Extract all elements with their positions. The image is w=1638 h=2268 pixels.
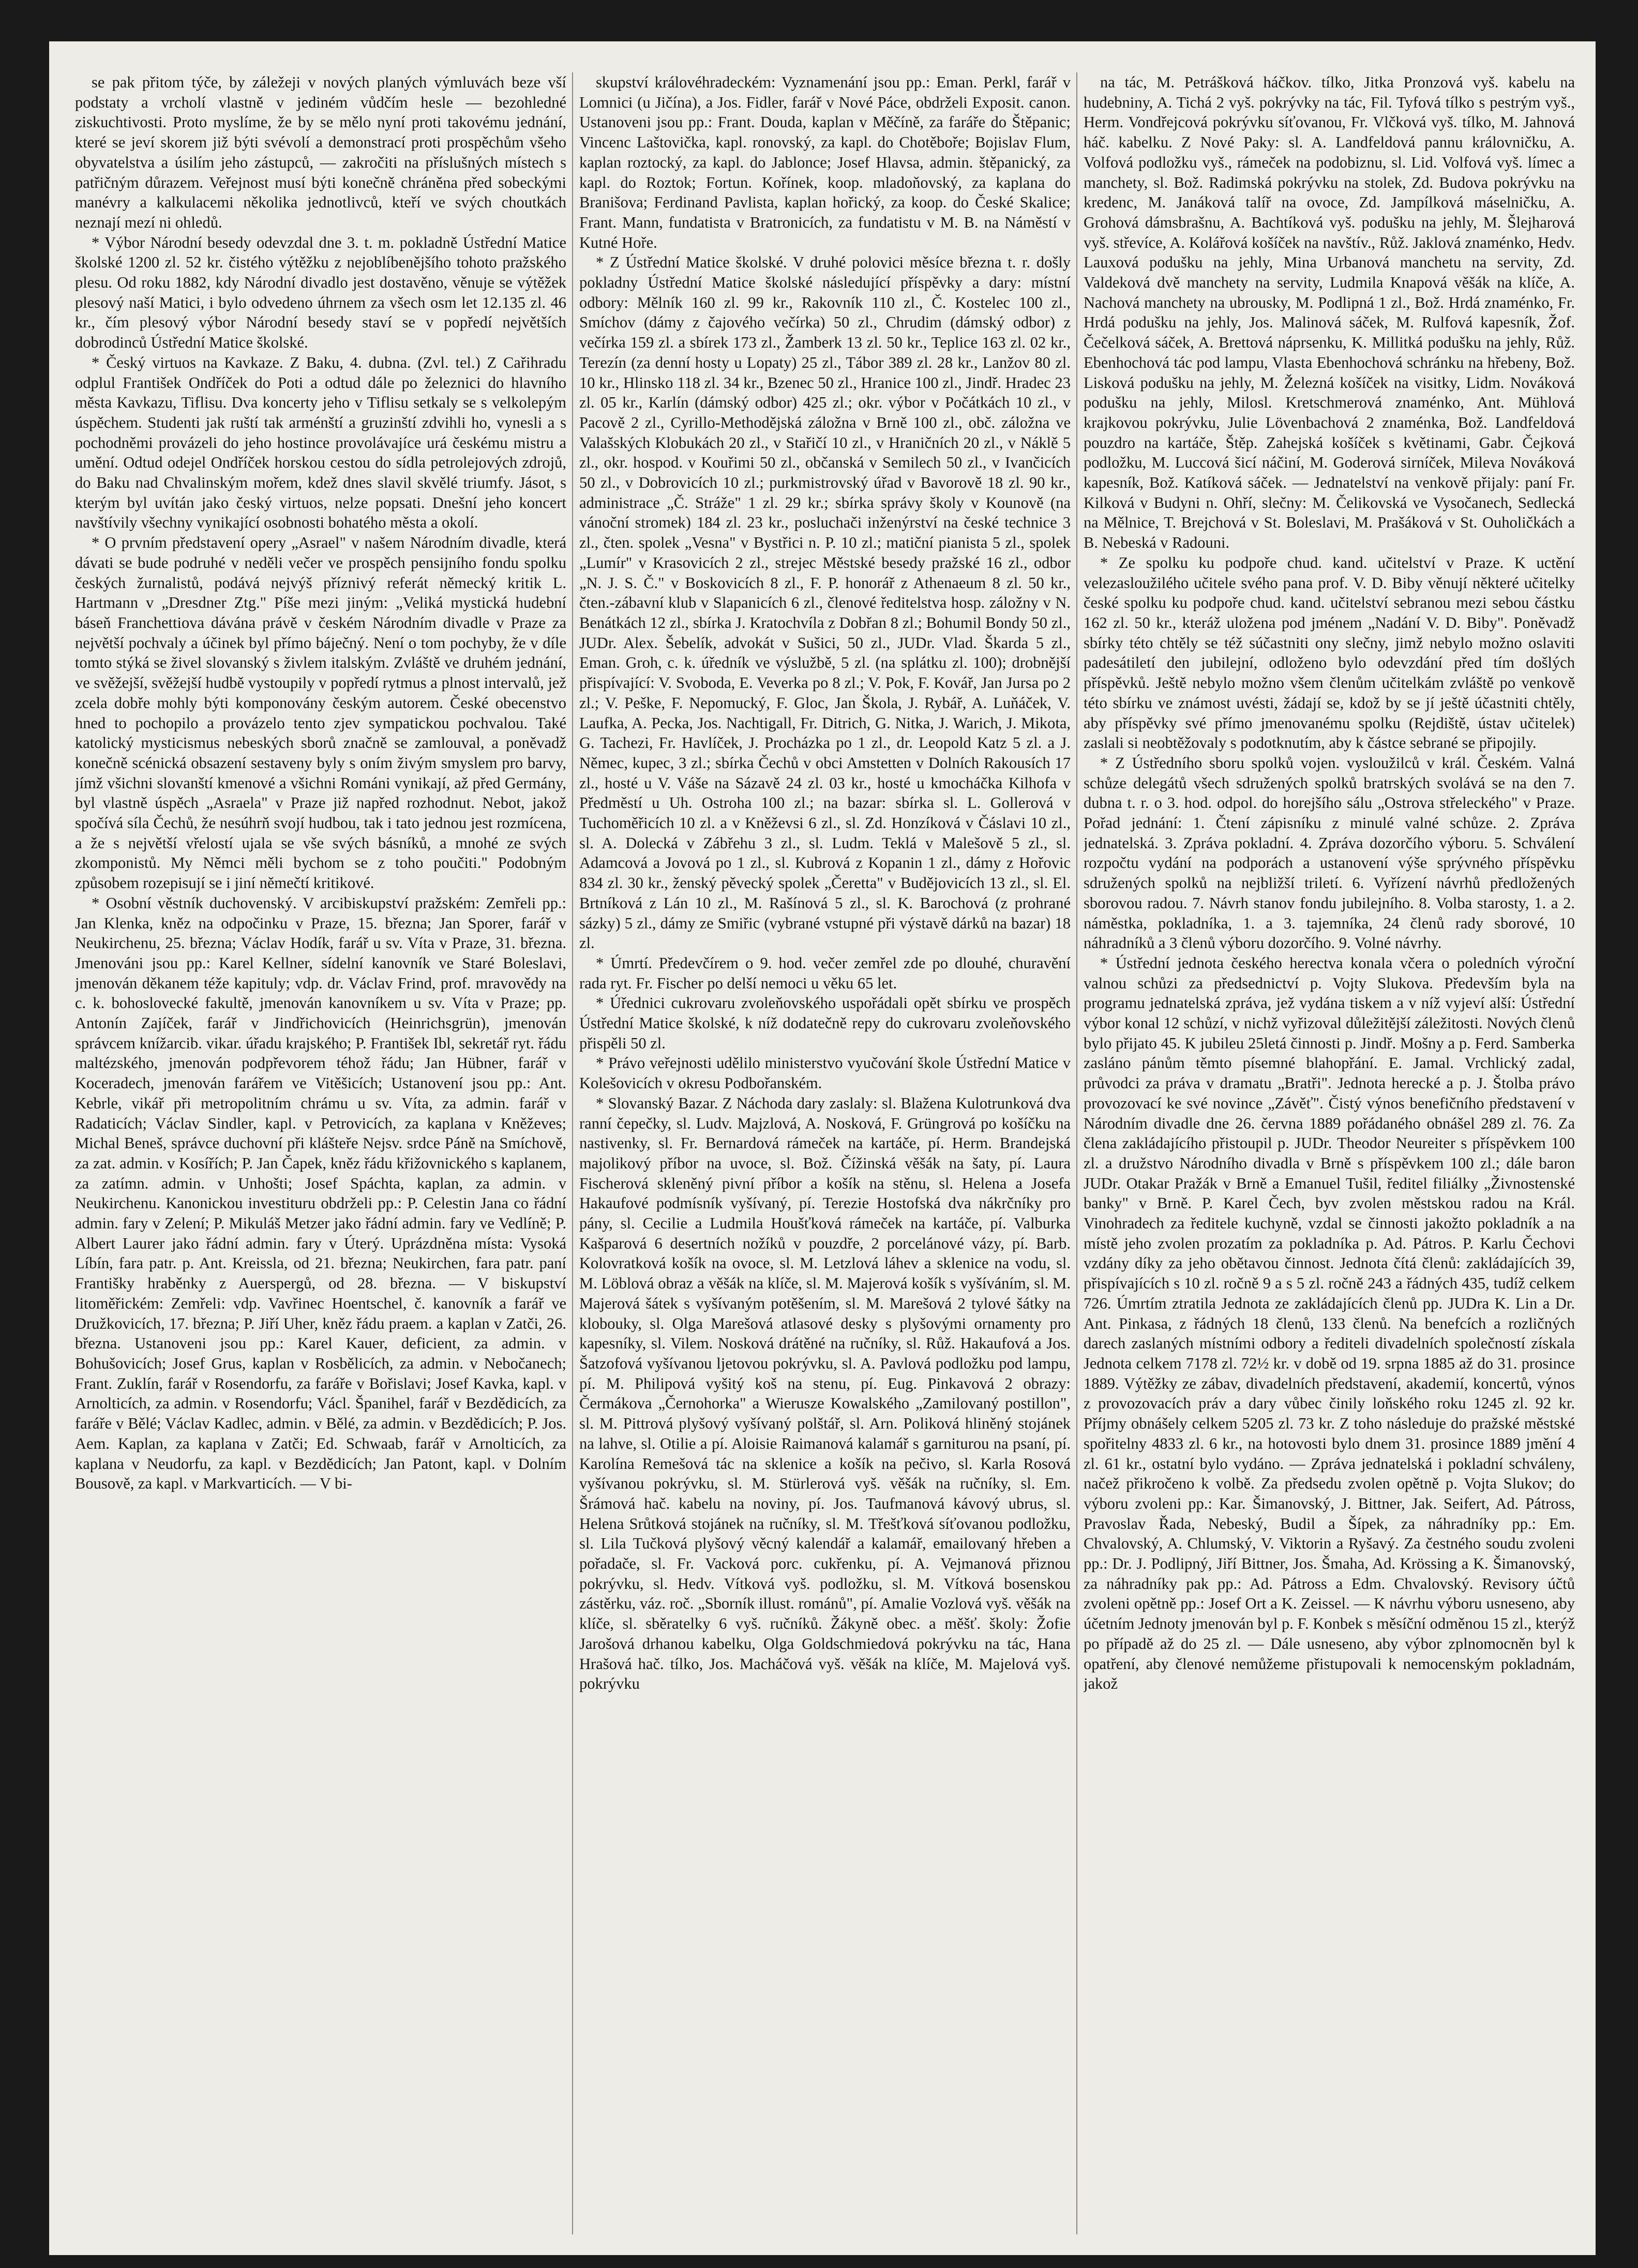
paragraph: * Ze spolku ku podpoře chud. kand. učitelství v Praze. K uctění velezasloužilého učitele svého pana prof. V. D. Biby věnují některé učitelky české spolku ku podpoře chud. kand. učitelství sebranou mezi sebou částku 162 zl. 50 kr., kteráž uložena pod jménem „Nadání V. D. Biby". Poněvadž sbírky této chtěly se též súčastniti ony slečny, jimž nebylo možno oslaviti padesátiletí den jubilejní, odloženo bylo odevzdání před tím došlých příspěvků. Ještě nebylo možno všem členům učitelkám zvláště po venkově této sbírku ve známost uvésti, žádají se, kdož by se jí ještě účastniti chtěly, aby příspěvky své přímo jmenovanému spolku (Rejdiště, ústav učitelek) zaslali si neobtěžovaly s podotknutím, aby k částce sebrané se připojily. bbox=[1084, 553, 1575, 752]
paragraph: na tác, M. Petrášková háčkov. tílko, Jitka Pronzová vyš. kabelu na hudebniny, A. Tichá 2 vyš. pokrývky na tác, Fil. Tyfová tílko s pestrým vyš., Herm. Vondřejcová pokrývku síťovanou, Fr. Vlčková vyš. tílko, M. Jahnová háč. kabelku. Z Nové Paky: sl. A. Landfeldová pannu královničku, A. Volfová podložku vyš., rámeček na podobiznu, sl. Lid. Volfová vyš. límec a manchety, sl. Bož. Radimská pokrývku na stolek, Zd. Budova pokrývku na kredenc, M. Janáková talíř na ovoce, Zd. Jampílková máselničku, A. Grohová dámsbrašnu, A. Bachtíková vyš. podušku na jehly, M. Šlejharová vyš. střevíce, A. Kolářová košíček na navštív., Růž. Jaklová znaménko, Hedv. Lauxová podušku na jehly, Mina Urbanová manchetu na servity, Zd. Valdeková dvě manchety na servity, Ludmila Knapová věšák na klíče, A. Nachová manchety na ubrousky, M. Podlipná 1 zl., Bož. Hrdá znaménko, Fr. Hrdá podušku na jehly, Jos. Malinová sáček, M. Rulfová kapesník, Žof. Čečelková sáček, A. Brettová náprsenku, K. Millitká podušku na jehly, Růž. Ebenhochová tác pod lampu, Vlasta Ebenhochová schránku na hřebeny, Bož. Lisková podušku na jehly, M. Železná košíček na visitky, Lidm. Nováková podušku na jehly, Milosl. Kretschmerová znaménko, Ant. Mühlová krajkovou pokrývku, Julie Lövenbachová 2 znaménka, Bož. Landfeldová pouzdro na kartáče, Štěp. Zahejská košíček s květinami, Gabr. Čejková podložku, M. Luccová šicí náčiní, M. Goderová sirníček, Mileva Nováková kapesník, Bož. Katíková sáček. — Jednatelství na venkově přijaly: paní Fr. Kilková v Budyni n. Ohří, slečny: M. Čelikovská ve Vysočanech, Sedlecká na Mělnice, T. Brejchová v St. Boleslavi, M. Prašáková v St. Ouholičkách a B. Nebeská v Radouni. bbox=[1084, 73, 1575, 552]
column-divider bbox=[572, 72, 573, 2234]
text-column-1 bbox=[75, 72, 566, 2234]
paragraph: * Úřednici cukrovaru zvoleňovského uspořádali opět sbírku ve prospěch Ústřední Matice školské, k níž dodatečně repy do cukrovaru zvoleňovského přispěli 50 zl. bbox=[579, 994, 1071, 1052]
paragraph: * Osobní věstník duchovenský. V arcibiskupství pražském: Zemřeli pp.: Jan Klenka, kněz na odpočinku v Praze, 15. března; Jan Sporer, farář v Neukirchenu, 25. března; Václav Hodík, farář u sv. Víta v Praze, 31. března. Jmenováni jsou pp.: Karel Kellner, sídelní kanovník ve Staré Boleslavi, jmenován děkanem téže kapituly; vdp. dr. Václav Frind, prof. mravovědy na c. k. bohoslovecké fakultě, jmenován kanovníkem u sv. Víta v Praze; pp. Antonín Zajíček, farář v Jindřichovicích (Heinrichsgrün), jmenován správcem knížarcib. vikar. úřadu krajského; P. František Ibl, sekretář ryt. řádu maltézského, jmenován podpřevorem téhož řádu; Jan Hübner, farář v Koceradech, jmenován farářem ve Vitěšicích; Ustanovení jsou pp.: Ant. Kebrle, vikář při metropolitním chrámu u sv. Víta, za admin. farář v Radaticích; Václav Sindler, kapl. v Petrovicích, za kaplana v Kněževes; Michal Beneš, správce duchovní při klášteře Nejsv. srdce Páně na Smíchově, za zat. admin. v Kosířích; P. Jan Čapek, kněz řádu křižovnického s kaplanem, za zatímn. admin. v Unhošti; Josef Spáchta, kaplan, za admin. v Neukirchenu. Kanonickou investituru obdrželi pp.: P. Celestin Jana co řádní admin. fary v Zelení; P. Mikuláš Metzer jako řádní admin. fary ve Vedlíně; P. Albert Laurer jako řádní admin. fary v Úterý. Uprázdněna místa: Vysoká Líbín, fara patr. p. Ant. Kreissla, od 21. března; Neukirchen, fara patr. paní Františky hraběnky z Auerspergů, od 28. března. — V biskupství litoměřickém: Zemřeli: vdp. Vavřinec Hoentschel, č. kanovník a farář ve Družkovicích, 17. března; P. Jiří Uher, kněz řádu praem. a kaplan v Zatči, 26. března. Ustanoveni jsou pp.: Karel Kauer, deficient, za admin. v Bohušovicích; Josef Grus, kaplan v Rosbělicích, za admin. v Nebočanech; Frant. Zuklín, farář v Rosendorfu, za faráře v Bořislavi; Josef Kavka, kapl. v Arnolticích, za admin. v Rosendorfu; Václ. Španihel, farář v Bezdědicích, za faráře v Bělé; Václav Kadlec, admin. v Bělé, za admin. v Bezdědicích; P. Jos. Aem. Kaplan, za kaplana v Zatči; Ed. Schwaab, farář v Arnolticích, za kaplana v Neudorfu, za kapl. v Bezdědicích; Jan Patont, kapl. v Dolním Bousově, za kapl. v Markvarticích. — V bi- bbox=[75, 894, 566, 1493]
paragraph: se pak přitom týče, by záležeji v nových planých výmluvách beze vší podstaty a vrcholí vlastně v jediném vůdčím hesle — bezohledné ziskuchtivosti. Proto myslíme, že by se mělo nyní proti takovému jednání, které se jeví skorem již býti svévolí a demonstrací proti prospěchům všeho obyvatelstva a úsilím jeho zástupců, — zakročiti na příslušných místech s patřičným důrazem. Veřejnost musí býti konečně chráněna před sobeckými manévry a kalkulacemi několika jednotlivců, kteří ve svých choutkách neznají mezí ni ohledů. bbox=[75, 73, 566, 231]
paragraph: skupství královéhradeckém: Vyznamenání jsou pp.: Eman. Perkl, farář v Lomnici (u Jičína), a Jos. Fidler, farář v Nové Páce, obdrželi Exposit. canon. Ustanoveni jsou pp.: Frant. Douda, kaplan v Měčíně, za faráře do Štěpanic; Vincenc Laštovička, kapl. ronovský, za kapl. do Chotěboře; Bojislav Flum, kaplan roztocký, za kapl. do Jablonce; Josef Hlavsa, admin. štěpanický, za kapl. do Roztok; Fortun. Kořínek, koop. mladoňovský, za kaplana do Branišova; Ferdinand Pavlista, kaplan hořický, za koop. do České Skalice; Frant. Mann, fundatista v Bratronicích, za fundatistu v M. B. na Náměstí v Kutné Hoře. bbox=[579, 73, 1071, 251]
newspaper-page bbox=[49, 41, 1596, 2255]
paragraph: * Ústřední jednota českého herectva konala včera o poledních výroční valnou schůzi za předsednictví p. Vojty Slukova. Především byla na programu jednatelská zpráva, jež vydána tiskem a v níž vyjeví alší: Ústřední výbor konal 12 schůzí, v nichž vyřizoval důležitější záležitosti. Nových členů bylo přijato 45. K jubileu 25letá činnosti p. Jindř. Mošny a p. Ferd. Samberka zasláno pánům těmto písemné blahopřání. E. Jamal. Vrchlický zadal, průvodci za práva v dramatu „Bratři". Jednota herecké a p. J. Štolba právo provozovací ke své novince „Závěť". Čistý výnos benefičního představení v Národním divadle dne 26. června 1889 pořádaného obnášel 289 zl. 76. Za člena zakládajícího přistoupil p. JUDr. Theodor Neureiter s příspěvkem 100 zl. a družstvo Národního divadla v Brně s příspěvkem 100 zl.; dále baron JUDr. Otakar Pražák v Brně a Emanuel Tušil, ředitel filiálky „Živnostenské banky" v Brně. P. Karel Čech, byv zvolen městskou radou na Král. Vinohradech za ředitele kuchyně, vzdal se činnosti jakožto pokladník a na místě jeho zvolen prozatím za pokladníka p. Ad. Pátros. P. Karlu Čechovi vzdány díky za jeho obětavou činnost. Jednota čítá členů: zakládajících 39, přispívajících s 10 zl. ročně 9 a s 5 zl. ročně 243 a řádných 435, tudíž celkem 726. Úmrtím ztratila Jednota ze zakládajících členů pp. JUDra K. Lin a Dr. Ant. Pinkasa, z řádných 18 členů, 133 členů. Na benefcích a rozličných darech zaslaných místními odbory a řediteli divadelních společností získala Jednota celkem 7178 zl. 72½ kr. v době od 19. srpna 1885 až do 31. prosince 1889. Výtěžky ze zábav, divadelních představení, akademií, koncertů, výnos z provozovacích práv a dary vůbec činily loňského roku 1245 zl. 92 kr. Příjmy obnášely celkem 5205 zl. 73 kr. Z toho následuje do pražské městské spořitelny 4833 zl. 6 kr., na hotovosti bylo dnem 31. prosince 1889 jmění 4 zl. 61 kr., ostatní bylo vydáno. — Zpráva jednatelská i pokladní schváleny, načež přikročeno k volbě. Za předsedu zvolen opětně p. Vojta Slukov; do výboru zvoleni pp.: Kar. Šimanovský, J. Bittner, Jak. Seifert, Ad. Pátross, Pravoslav Řada, Nebeský, Budil a Šípek, za náhradníky pp.: Em. Chvalovský, A. Chlumský, V. Viktorin a Ryšavý. Za čestného soudu zvoleni pp.: Dr. J. Podlipný, Jiří Bittner, Jos. Šmaha, Ad. Krössing a K. Šimanovský, za náhradníky pak pp.: Ad. Pátross a Edm. Chvalovský. Revisory účtů zvoleni opětně pp.: Josef Ort a K. Zeissel. — K návrhu výboru usneseno, aby účetním Jednoty jmenován byl p. F. Konbek s měsíční odměnou 15 zl., kterýž po případě až do 25 zl. — Dále usneseno, aby výbor zplnomocněn byl k opatření, aby členové nemůžeme přistupovali k nemocenským pokladnám, jakož bbox=[1084, 954, 1575, 1693]
text-column-2 bbox=[579, 72, 1071, 2234]
paragraph: * Z Ústřední Matice školské. V druhé polovici měsíce března t. r. došly pokladny Ústřední Matice školské následující příspěvky a dary: místní odbory: Mělník 160 zl. 99 kr., Rakovník 110 zl., Č. Kostelec 100 zl., Smíchov (dámy z čajového večírka) 50 zl., Chrudim (dámský odbor) z večírka 159 zl. a sbírek 173 zl., Žamberk 13 zl. 50 kr., Teplice 163 zl. 02 kr., Terezín (za denní hosty u Lopaty) 25 zl., Tábor 389 zl. 28 kr., Lanžov 80 zl. 10 kr., Hlinsko 118 zl. 34 kr., Bzenec 50 zl., Hranice 100 zl., Jindř. Hradec 23 zl. 05 kr., Karlín (dámský odbor) 425 zl.; okr. výbor v Počátkách 10 zl., v Pacově 2 zl., Cyrillo-Methodějská záložna v Brně 100 zl., obč. záložna ve Valašských Klobukách 20 zl., v Stařičí 10 zl., v Hraničních 20 zl., v Náklě 5 zl., okr. hospod. v Kouřimi 50 zl., občanská v Semilech 50 zl., v Ivančicích 50 zl., v Dobrovicích 10 zl.; purkmistrovský úřad v Bavorově 18 zl. 90 kr., administrace „Č. Stráže" 1 zl. 29 kr.; sbírka správy školy v Kounově (na vánoční stromek) 184 zl. 23 kr., posluchači inženýrství na české technice 3 zl., čten. spolek „Vesna" v Bystřici n. P. 10 zl.; matiční pianista 5 zl., spolek „Lumír" v Krasovicích 2 zl., strejec Městské besedy pražské 16 zl., odbor „N. J. S. Č." v Boskovicích 8 zl., F. P. honorář z Athenaeum 8 zl. 50 kr., čten.-zábavní klub v Slapanicích 6 zl., členové ředitelstva hosp. záložny v N. Benátkách 12 zl., sbírka J. Kratochvíla z Dobřan 8 zl.; Bohumil Bondy 50 zl., JUDr. Alex. Šebelík, advokát v Sušici, 50 zl., JUDr. Vlad. Škarda 5 zl., Eman. Groh, c. k. úředník ve výslužbě, 5 zl. (na splátku zl. 100); drobnější přispívající: V. Svoboda, E. Veverka po 8 zl.; V. Pok, F. Kovář, Jan Jursa po 2 zl.; V. Peške, F. Nepomucký, F. Gloc, Jan Škola, J. Rybář, A. Luňáček, V. Laufka, A. Pecka, Jos. Nachtigall, Fr. Ditrich, G. Nitka, J. Warich, J. Mikota, G. Tachezi, Fr. Havlíček, J. Procházka po 1 zl., dr. Leopold Katz 5 zl. a J. Němec, kupec, 3 zl.; sbírka Čechů v obci Amstetten v Dolních Rakousích 17 zl., hosté u V. Váše na Sázavě 24 zl. 03 kr., hosté u kmocháčka Kilhofa v Předměstí u Uh. Ostroha 100 zl.; na bazar: sbírka sl. L. Gollerová v Tuchoměřicích 10 zl. a v Kněževsi 6 zl., sl. Zd. Honzíková v Čáslavi 10 zl., sl. A. Dolecká v Zábřehu 3 zl., sl. Ludm. Teklá v Malešově 5 zl., sl. Adamcová a Jovová po 1 zl., sl. Kubrová z Kopanin 1 zl., dámy z Hořovic 834 zl. 30 kr., ženský pěvecký spolek „Čeretta" v Budějovicích 13 zl., sl. El. Brtníková z Lán 10 zl., M. Rašínová 5 zl., sl. K. Barochová (z prohrané sázky) 5 zl., dámy ze Smiřic (vybrané vstupné při výstavě dárků na bazar) 18 zl. bbox=[579, 253, 1071, 952]
paragraph: * Výbor Národní besedy odevzdal dne 3. t. m. pokladně Ústřední Matice školské 1200 zl. 52 kr. čistého výtěžku z nejoblíbenějšího tohoto pražského plesu. Od roku 1882, kdy Národní divadlo jest dostavěno, věnuje se výtěžek plesový naší Matici, i bylo odvedeno úhrnem za všech osm let 12.135 zl. 46 kr., čím plesový výbor Národní besedy staví se v popředí největších dobrodinců Ústřední Matice školské. bbox=[75, 233, 566, 352]
column-divider bbox=[1076, 72, 1077, 2234]
paragraph: * Právo veřejnosti udělilo ministerstvo vyučování škole Ústřední Matice v Kolešovicích v okresu Podbořanském. bbox=[579, 1054, 1071, 1092]
paragraph: * Český virtuos na Kavkaze. Z Baku, 4. dubna. (Zvl. tel.) Z Cařihradu odplul František Ondříček do Poti a odtud dále po železnici do hlavního města Kavkazu, Tiflisu. Dva koncerty jeho v Tiflisu setkaly se s velkolepým úspěchem. Studenti jak ruští tak arménští a gruzinští zdvihli ho, vynesli a s pochodněmi provázeli do jeho hostince provolávajíce urá českému mistru a umění. Odtud odejel Ondříček horskou cestou do sídla petrolejových zdrojů, do Baku nad Chvalinským mořem, kdež dnes slavil skvělé triumfy. Jásot, s kterým byl uvítán jako český virtuos, nelze popsati. Dnešní jeho koncert navštívily všechny vynikající osobnosti bohatého města a okolí. bbox=[75, 353, 566, 532]
text-column-3 bbox=[1084, 72, 1575, 2234]
paragraph: * O prvním představení opery „Asrael" v našem Národním divadle, která dávati se bude podruhé v neděli večer ve prospěch pensijního fondu spolku českých žurnalistů, podává nejvýš příznivý referát německý kritik L. Hartmann v „Dresdner Ztg." Píše mezi jiným: „Veliká mystická hudební báseň Franchettiova dávána právě v českém Národním divadle v Praze za největší pochvaly a účinek byl přímo báječný. Není o tom pochyby, že v díle tomto stýká se živel slovanský s živlem italským. Zvláště ve druhém jednání, ve svěžejší, svěžejší hudbě vystoupily v popředí rytmus a plnost intervalů, jež zcela dobře mohly býti komponovány českým autorem. České obecenstvo hned to pochopilo a provázelo tento zjev sympatickou pochvalou. Také katolický mysticismus nebeských sborů značně se zamlouval, a poněvadž konečně scénická obsazení sestaveny byly s oním živým smyslem pro barvy, jímž všichni slovanští kmenové a všichni Románi vynikají, až před Germány, byl vlastně úspěch „Asraela" v Praze již napřed rozhodnut. Nebot, jakož spočívá síla Čechů, že nesúhrň svojí hudbou, tak i tato jednou jest rozmícena, a že s největší vřelostí ujala se vše svých básníků, a mnohé ze svých zkomponistů. My Němci měli bychom se z toho poučiti." Podobným způsobem rozepisují se i jiní němečtí kritikové. bbox=[75, 534, 566, 892]
paragraph: * Úmrtí. Předevčírem o 9. hod. večer zemřel zde po dlouhé, churavění rada ryt. Fr. Fischer po delší nemoci u věku 65 let. bbox=[579, 954, 1071, 992]
paragraph: * Slovanský Bazar. Z Náchoda dary zaslaly: sl. Blažena Kulotrunková dva ranní čepečky, sl. Ludv. Majzlová, A. Nosková, F. Grüngrová po košíčku na nastivenky, sl. Fr. Bernardová rámeček na kartáče, pí. Herm. Brandejská majolikový příbor na uvoce, sl. Bož. Čížinská věšák na šaty, pí. Laura Fischerová skleněný pivní příbor a košík na stěnu, sl. Helena a Josefa Hakaufové podmísník vyšívaný, pí. Terezie Hostofská dva nákrčníky pro pány, sl. Cecilie a Ludmila Houšťková rámeček na kartáče, pí. Valburka Kašparová 6 desertních nožíků v pouzdře, 2 porcelánové vázy, pí. Barb. Kolovratková košík na ovoce, sl. M. Letzlová láhev a sklenice na vodu, sl. M. Löblová obraz a věšák na klíče, sl. M. Majerová košík s vyšíváním, sl. M. Majerová šátek s vyšívaným potěšením, sl. M. Marešová 2 tylové šátky na klobouky, sl. Olga Marešová atlasové desky s plyšovými ornamenty pro kapesníky, sl. Vilem. Nosková drátěné na ručníky, sl. Růž. Hakaufová a Jos. Šatzofová vyšívanou ljetovou pokrývku, sl. A. Pavlová podložku pod lampu, pí. M. Philipová vyšitý koš na stenu, pí. Eug. Pinkavová 2 obrazy: Čermákova „Černohorka" a Wierusze Kowalského „Zamilovaný postillon", sl. M. Pittrová plyšový vyšívaný polštář, sl. Arn. Poliková hliněný stojánek na lahve, sl. Otilie a pí. Aloisie Raimanová kalamář s garniturou na psaní, pí. Karolína Remešová tác na sklenice a košík na pečivo, sl. Karla Rosová vyšívanou pokrývku, sl. M. Stürlerová vyš. věšák na ručníky, sl. Em. Šrámová hač. kabelu na noviny, pí. Jos. Taufmanová kávový ubrus, sl. Helena Srůtková stojánek na ručníky, sl. M. Třešťková síťovanou podložku, sl. Lila Tučková plyšový věcný kalendář a kalamář, emailovaný hřeben a pořadače, sl. Fr. Vacková porc. cukřenku, pí. A. Vejmanová přiznou pokrývku, sl. Hedv. Vítková vyš. podložku, sl. M. Vítková bosenskou zástěrku, váz. roč. „Sborník illust. románů", pí. Amalie Vozlová vyš. věšák na klíče, sl. sběratelky 6 vyš. ručníků. Žákyně obec. a měšť. školy: Žofie Jarošová drhanou kabelku, Olga Goldschmiedová pokrývku na tác, Hana Hrašová hač. tílko, Jos. Macháčová vyš. věšák na klíče, M. Majelová vyš. pokrývku bbox=[579, 1094, 1071, 1693]
paragraph: * Z Ústředního sboru spolků vojen. vysloužilců v král. Českém. Valná schůze delegátů všech sdružených spolků bratrských svolává se na den 7. dubna t. r. o 3. hod. odpol. do horejšího sálu „Ostrova střeleckého" v Praze. Pořad jednání: 1. Čtení zápisníku z minulé valné schůze. 2. Zpráva jednatelská. 3. Zpráva pokladní. 4. Zpráva dozorčího výboru. 5. Schválení rozpočtu vydání na podporách a ustanovení výše sprývného příspěvku sdružených spolků na nejbližší triletí. 6. Vyřízení návrhů předložených sborovou radou. 7. Návrh stanov fondu jubilejního. 8. Volba starosty, 1. a 2. náměstka, pokladníka, 1. a 3. tajemníka, 24 členů rady sborové, 10 náhradníků a 3 členů výboru dozorčího. 9. Volné návrhy. bbox=[1084, 754, 1575, 952]
